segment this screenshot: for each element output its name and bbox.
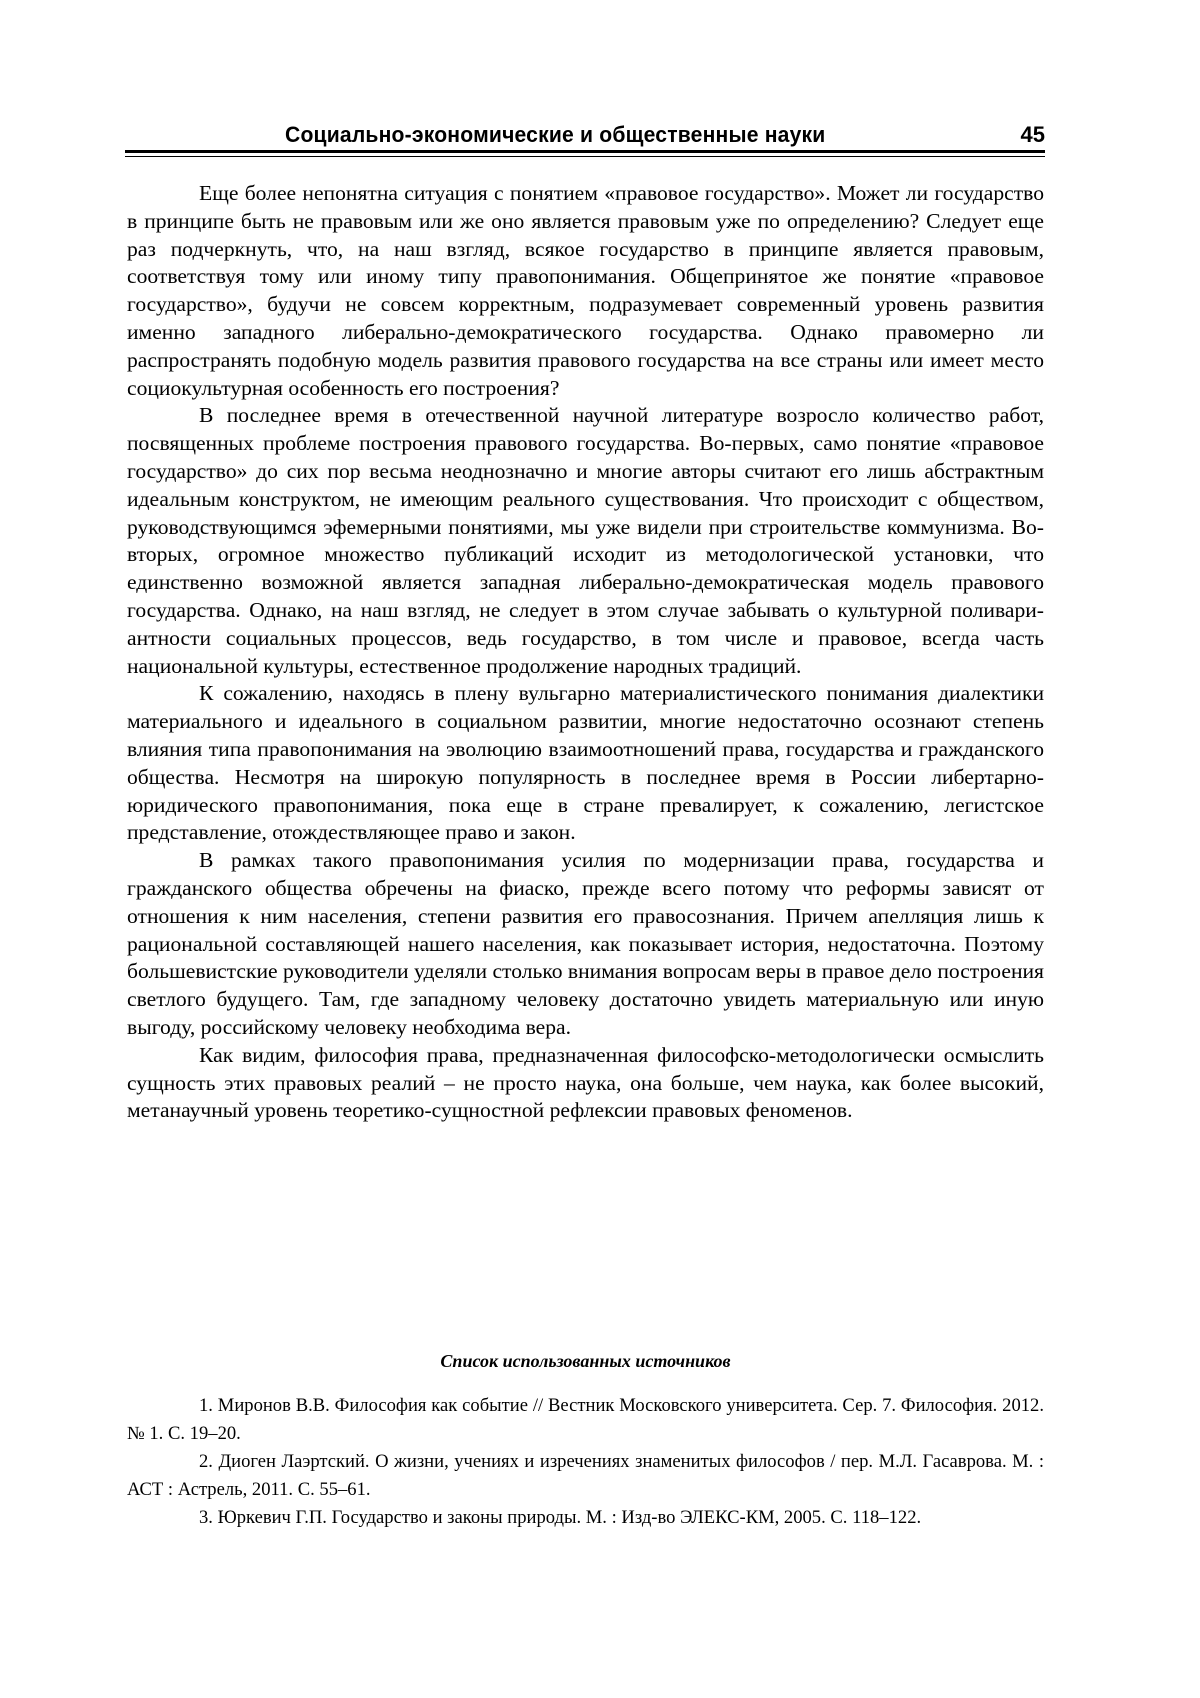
reference-item: 3. Юркевич Г.П. Государство и законы природы. М. : Изд-во ЭЛЕКС-КМ, 2005. С. 118–122. xyxy=(199,1507,922,1528)
reference-item: 1. Миронов В.В. Философия как событие // Вестник Московского университета. Сер. 7. Философия. 2012. № 1. С. 19–20. xyxy=(127,1395,1044,1444)
page-number: 45 xyxy=(1020,122,1045,147)
body-paragraph: В последнее время в отечественной научной литературе возросло количество работ, посвященных проблеме построения правового государства. Во-первых, само понятие «правовое государство» до сих пор весьма неоднозначно и многие авторы считают его лишь абстрактным идеальным конструктом, не имеющим реального существования. Что происходит с обществом, руководствующимся эфемерными понятиями, мы уже видели при строительстве коммунизма. Во-вторых, огромное множество публикаций исходит из методологической установки, что единственно возможной является западная либерально-демократическая модель правового государства. Однако, на наш взгляд, не следует в этом случае забывать о культурной поливариантности социальных процессов, ведь государство, в том числе и правовое, всегда часть национальной культуры, естественное продолжение народных традиций. xyxy=(127,403,1044,678)
body-paragraph: Еще более непонятна ситуация с понятием «правовое государство». Может ли государство в принципе быть не правовым или же оно является правовым уже по определению? Следует еще раз подчеркнуть, что, на наш взгляд, всякое государство в принципе является правовым, соответствуя тому или иному типу правопонимания. Общепринятое же понятие «правовое государство», будучи не совсем корректным, подразумевает современный уровень развития именно западного либерально-демократического государства. Однако правомерно ли распространять подобную модель развития правового государства на все страны или имеет место социокультурная особенность его построения? xyxy=(127,181,1044,400)
references-heading: Список использованных источников xyxy=(440,1351,731,1371)
header-rule-thin xyxy=(125,156,1045,157)
header-rule-thick xyxy=(125,150,1045,153)
article-body xyxy=(127,180,1044,1125)
journal-section-title: Социально-экономические и общественные науки xyxy=(285,122,826,147)
reference-item: 2. Диоген Лаэртский. О жизни, учениях и изречениях знаменитых философов / пер. М.Л. Гасаврова. М. : АСТ : Астрель, 2011. С. 55–61. xyxy=(127,1451,1044,1500)
body-paragraph: Как видим, философия права, предназначенная философско-методологически осмыслить сущность этих правовых реалий – не просто наука, она больше, чем наука, как более высокий, метанаучный уровень теоретико-сущностной рефлексии правовых феноменов. xyxy=(127,1042,1044,1123)
body-paragraph: В рамках такого правопонимания усилия по модернизации права, государства и гражданского общества обречены на фиаско, прежде всего потому что реформы зависят от отношения к ним населения, степени развития его правосознания. Причем апелляция лишь к рациональной составляющей нашего населения, как показывает история, недостаточна. Поэтому большевистские руководители уделяли столько внимания вопросам веры в правое дело построения светлого будущего. Там, где западному человеку достаточно увидеть материальную или иную выгоду, российскому человеку необходима вера. xyxy=(127,848,1044,1039)
references-list xyxy=(127,1392,1044,1532)
body-paragraph: К сожалению, находясь в плену вульгарно материалистического понимания диалектики материального и идеального в социальном развитии, многие недостаточно осознают степень влияния типа правопонимания на эволюцию взаимоотношений права, государства и гражданского общества. Несмотря на широкую популярность в последнее время в России либертарно-юридического правопонимания, пока еще в стране превалирует, к сожалению, легистское представление, отождествляющее право и закон. xyxy=(127,681,1044,845)
